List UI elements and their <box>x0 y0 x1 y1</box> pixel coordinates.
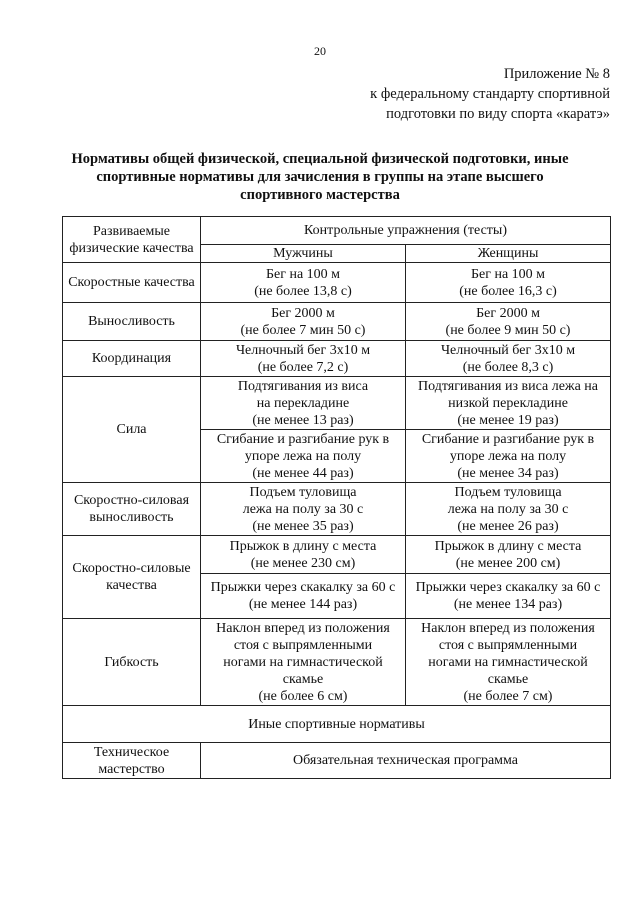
men-norm-cell: Наклон вперед из положения стоя с выпрямленными ногами на гимнастической скамье (не более 6 см) <box>201 619 406 706</box>
other-norms-heading: Иные спортивные нормативы <box>63 706 611 743</box>
header-qualities-cell <box>63 217 201 263</box>
women-norm-cell: Челночный бег 3х10 м (не более 8,3 с) <box>406 341 611 377</box>
table-row <box>63 536 611 574</box>
table-row <box>63 377 611 430</box>
page-number: 20 <box>314 44 326 58</box>
appendix-line: подготовки по виду спорта «каратэ» <box>386 106 610 122</box>
header-text: Развиваемые <box>93 223 170 239</box>
men-norm-cell: Сгибание и разгибание рук в упоре лежа на полу (не менее 44 раз) <box>201 430 406 483</box>
women-norm-cell: Подтягивания из виса лежа на низкой перекладине (не менее 19 раз) <box>406 377 611 430</box>
women-norm-cell: Наклон вперед из положения стоя с выпрямленными ногами на гимнастической скамье (не более 7 см) <box>406 619 611 706</box>
men-norm-cell: Подъем туловища лежа на полу за 30 с (не менее 35 раз) <box>201 483 406 536</box>
men-norm-cell: Бег на 100 м (не более 13,8 с) <box>201 263 406 303</box>
appendix-line: Приложение № 8 <box>503 66 610 82</box>
women-norm-cell: Бег на 100 м (не более 16,3 с) <box>406 263 611 303</box>
quality-cell: Скоростные качества <box>63 263 201 303</box>
quality-cell: Координация <box>63 341 201 377</box>
section-row <box>63 706 611 743</box>
header-women-cell: Женщины <box>406 245 611 263</box>
men-norm-cell: Прыжки через скакалку за 60 с (не менее 144 раз) <box>201 574 406 619</box>
quality-cell: Гибкость <box>63 619 201 706</box>
quality-cell: Скоростно-силовые качества <box>63 536 201 619</box>
women-norm-cell: Сгибание и разгибание рук в упоре лежа на полу (не менее 34 раз) <box>406 430 611 483</box>
table-row <box>63 483 611 536</box>
men-norm-cell: Челночный бег 3х10 м (не более 7,2 с) <box>201 341 406 377</box>
header-men-cell: Мужчины <box>201 245 406 263</box>
men-norm-cell: Подтягивания из виса на перекладине (не менее 13 раз) <box>201 377 406 430</box>
quality-cell: Техническое мастерство <box>63 743 201 779</box>
table-header-row <box>63 217 611 245</box>
header-text: физические качества <box>69 240 194 256</box>
women-norm-cell: Подъем туловища лежа на полу за 30 с (не менее 26 раз) <box>406 483 611 536</box>
appendix-line: к федеральному стандарту спортивной <box>370 86 610 102</box>
table-row <box>63 619 611 706</box>
appendix-header <box>310 64 610 124</box>
title-line: Нормативы общей физической, специальной физической подготовки, иные <box>71 151 569 167</box>
technical-program-cell: Обязательная техническая программа <box>201 743 611 779</box>
title-line: спортивные нормативы для зачисления в группы на этапе высшего <box>96 169 544 185</box>
quality-cell: Выносливость <box>63 303 201 341</box>
norms-table <box>62 216 611 779</box>
men-norm-cell: Бег 2000 м (не более 7 мин 50 с) <box>201 303 406 341</box>
quality-cell: Сила <box>63 377 201 483</box>
table-row <box>63 303 611 341</box>
women-norm-cell: Бег 2000 м (не более 9 мин 50 с) <box>406 303 611 341</box>
title-line: спортивного мастерства <box>240 187 400 203</box>
table-row <box>63 341 611 377</box>
men-norm-cell: Прыжок в длину с места (не менее 230 см) <box>201 536 406 574</box>
header-tests-cell: Контрольные упражнения (тесты) <box>201 217 611 245</box>
quality-cell: Скоростно-силовая выносливость <box>63 483 201 536</box>
women-norm-cell: Прыжки через скакалку за 60 с (не менее 134 раз) <box>406 574 611 619</box>
women-norm-cell: Прыжок в длину с места (не менее 200 см) <box>406 536 611 574</box>
document-title <box>40 150 600 204</box>
table-row <box>63 743 611 779</box>
table-row <box>63 263 611 303</box>
